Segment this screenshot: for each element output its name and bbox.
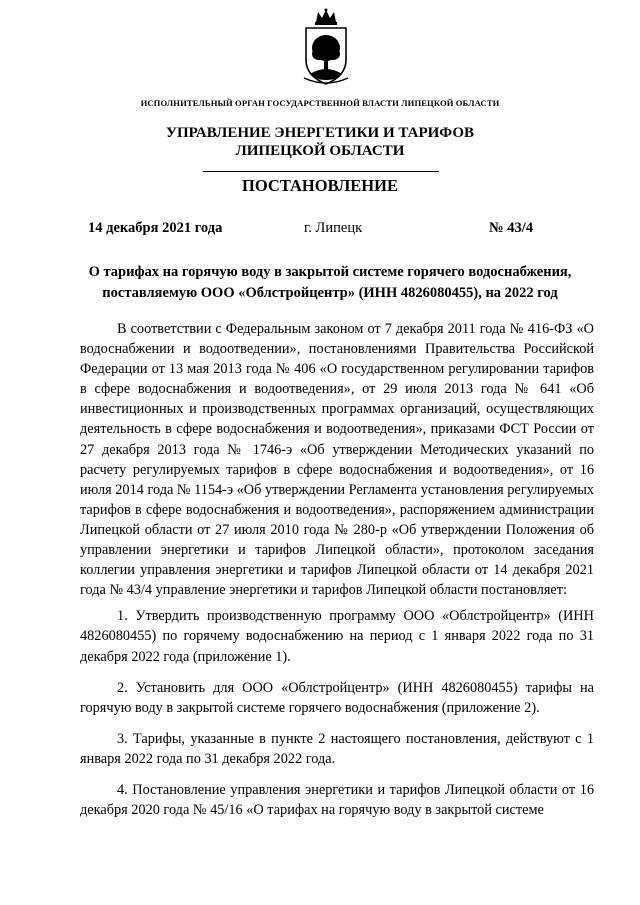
document-city: г. Липецк bbox=[304, 220, 363, 236]
preamble-paragraph: В соответствии с Федеральным законом от 7 декабря 2011 года № 416-ФЗ «О водоснабжении и водоотведении», постановлениями Правительства Российской Федерации от 13 мая 2013 года № 406 «О государственном регулировании тарифов в сфере водоснабжения и водоотведения», от 29 июля 2013 года № 641 «Об инвестиционных и производственных программах организаций, осуществляющих деятельность в сфере водоснабжения и водоотведения», приказами ФСТ России от 27 декабря 2013 года № 1746-э «Об утверждении Методических указаний по расчету регулируемых тарифов в сфере водоснабжения и водоотведения», от 16 июля 2014 года № 1154-э «Об утверждении Регламента установления регулируемых тарифов в сфере водоснабжения и водоотведения», распоряжением администрации Липецкой области от 27 июля 2010 года № 280-р «Об утверждении Положения об управлении энергетики и тарифов Липецкой области», протоколом заседания коллегии управления энергетики и тарифов Липецкой области от 14 декабря 2021 года № 43/4 управление энергетики и тарифов Липецкой области постановляет: bbox=[80, 321, 594, 599]
document-type: ПОСТАНОВЛЕНИЕ bbox=[242, 176, 398, 195]
document-body bbox=[80, 319, 594, 831]
coat-of-arms-icon bbox=[302, 8, 350, 86]
document-subject bbox=[60, 262, 600, 304]
department-name bbox=[0, 124, 640, 160]
department-name-line1: УПРАВЛЕНИЕ ЭНЕРГЕТИКИ И ТАРИФОВ bbox=[165, 125, 475, 141]
document-subject-line1: О тарифах на горячую воду в закрытой системе горячего водоснабжения, bbox=[88, 264, 572, 280]
document-number: № 43/4 bbox=[489, 220, 533, 236]
clause-3-paragraph: 3. Тарифы, указанные в пункте 2 настоящего постановления, действуют с 1 января 2022 года по 31 декабря 2022 года. bbox=[80, 730, 594, 767]
clause-4-paragraph: 4. Постановление управления энергетики и тарифов Липецкой области от 16 декабря 2020 года № 45/16 «О тарифах на горячую воду в закрытой системе bbox=[80, 781, 594, 819]
clause-2-paragraph: 2. Установить для ООО «Облстройцентр» (ИНН 4826080455) тарифы на горячую воду в закрытой системе горячего водоснабжения (приложение 2). bbox=[80, 679, 594, 716]
issuing-authority: ИСПОЛНИТЕЛЬНЫЙ ОРГАН ГОСУДАРСТВЕННОЙ ВЛАСТИ ЛИПЕЦКОЙ ОБЛАСТИ bbox=[140, 98, 500, 108]
clause-1-paragraph: 1. Утвердить производственную программу ООО «Облстройцентр» (ИНН 4826080455) по горячему водоснабжению на период с 1 января 2022 года по 31 декабря 2022 года (приложение 1). bbox=[80, 608, 594, 665]
document-subject-line2: поставляемую ООО «Облстройцентр» (ИНН 4826080455), на 2022 год bbox=[102, 285, 558, 301]
department-name-line2: ЛИПЕЦКОЙ ОБЛАСТИ bbox=[235, 143, 405, 159]
document-date: 14 декабря 2021 года bbox=[88, 220, 223, 236]
divider bbox=[203, 171, 439, 172]
